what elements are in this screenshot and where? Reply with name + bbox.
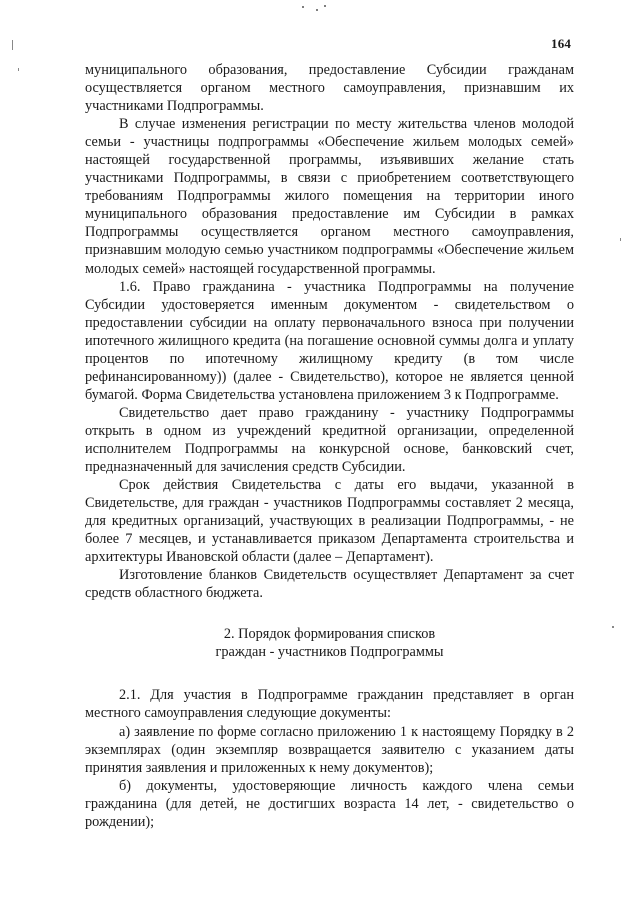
- scan-edge-mark: [18, 68, 19, 71]
- page-number: 164: [551, 36, 572, 51]
- section-heading-line-1: 2. Порядок формирования списков: [223, 626, 436, 643]
- scan-edge-mark: [12, 40, 13, 50]
- document-body: [85, 61, 574, 831]
- scan-speck: [324, 5, 326, 7]
- paragraph-2-1: 2.1. Для участия в Подпрограмме гражданин представляет в орган местного самоуправления следующие документы:: [85, 687, 574, 722]
- paragraph-blanks: Изготовление бланков Свидетельств осуществляет Департамент за счет средств областного бюджета.: [85, 567, 574, 602]
- section-heading: [85, 625, 574, 661]
- scan-speck: [302, 6, 304, 8]
- section-heading-line-2: граждан - участников Подпрограммы: [215, 644, 444, 661]
- paragraph-relocation: В случае изменения регистрации по месту жительства членов молодой семьи - участницы подпрограммы «Обеспечение жильем молодых семей» настоящей государственной программы, изъявивших желание стать участниками Подпрограммы, в связи с приобретением соответствующего требованиям Подпрограммы жилого помещения на территории иного муниципального образования предоставление им Субсидии в рамках Подпрограммы осуществляется органом местного самоуправления, признавшим молодую семью участником подпрограммы «Обеспечение жильем молодых семей» настоящей государственной программы.: [85, 116, 574, 277]
- paragraph-1-6: 1.6. Право гражданина - участника Подпрограммы на получение Субсидии удостоверяется именным документом - свидетельством о предоставлении субсидии на оплату первоначального взноса при получении ипотечного жилищного кредита (на погашение основной суммы долга и уплату процентов по ипотечному жилищному кредиту (в том числе рефинансированному)) (далее - Свидетельство), которое не является ценной бумагой. Форма Свидетельства установлена приложением 3 к Подпрограмме.: [85, 278, 574, 403]
- scan-edge-mark: [612, 626, 614, 628]
- paragraph-certificate-right: Свидетельство дает право гражданину - участнику Подпрограммы открыть в одном из учреждений кредитной организации, определенной исполнителем Подпрограммы на конкурсной основе, банковский счет, предназначенный для зачисления средств Субсидии.: [85, 404, 574, 476]
- scan-speck: [316, 9, 318, 11]
- list-item-a: а) заявление по форме согласно приложению 1 к настоящему Порядку в 2 экземплярах (один экземпляр возвращается заявителю с указанием даты принятия заявления и приложенных к нему документов);: [85, 723, 574, 776]
- scan-edge-mark: [620, 238, 621, 241]
- paragraph-certificate-validity: Срок действия Свидетельства с даты его выдачи, указанной в Свидетельстве, для граждан - участников Подпрограммы составляет 2 месяца, для кредитных организаций, участвующих в реализации Подпрограммы, - не более 7 месяцев, и устанавливается приказом Департамента строительства и архитектуры Ивановской области (далее – Департамент).: [85, 477, 574, 566]
- paragraph-continuation: муниципального образования, предоставление Субсидии гражданам осуществляется органом местного самоуправления, признавшим их участниками Подпрограммы.: [85, 62, 574, 115]
- list-item-b: б) документы, удостоверяющие личность каждого члена семьи гражданина (для детей, не достигших возраста 14 лет, - свидетельство о рождении);: [85, 777, 574, 830]
